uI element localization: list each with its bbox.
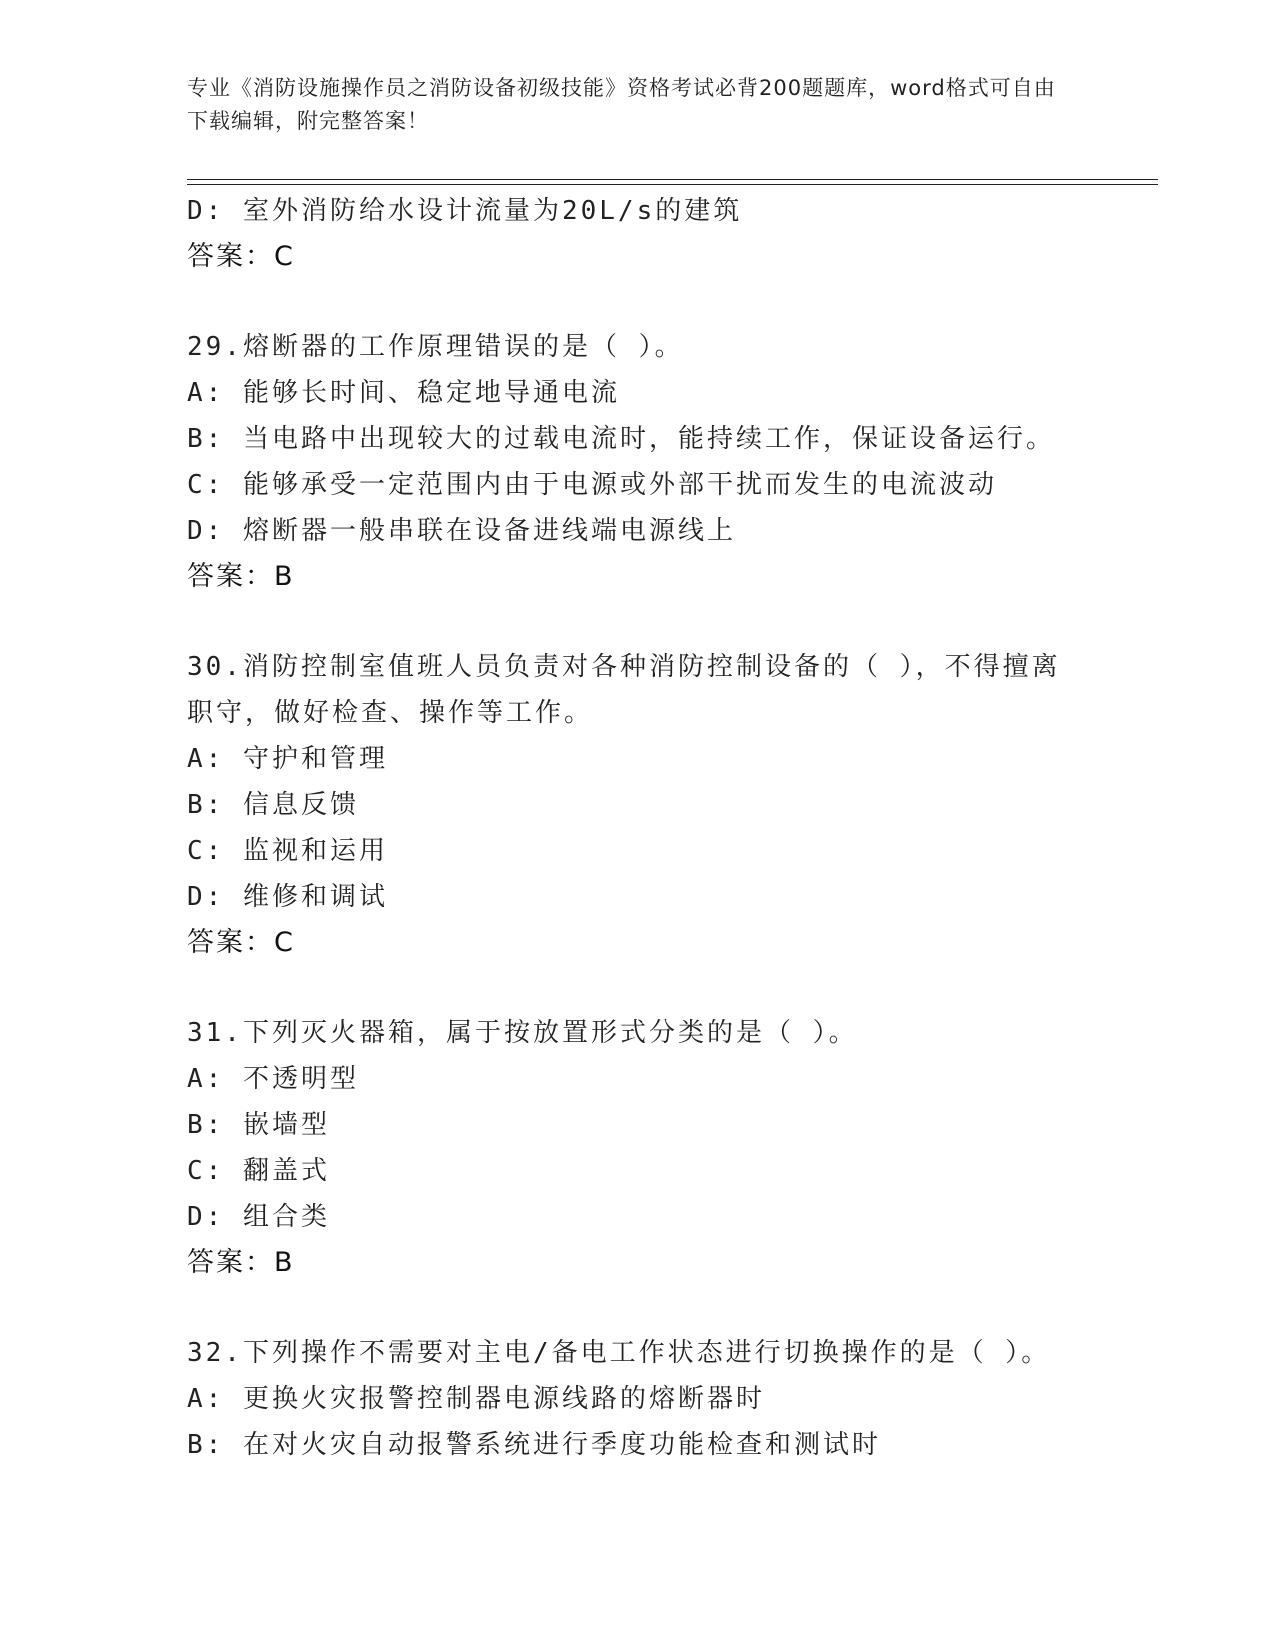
option-b: B: 嵌墙型 [187,1110,330,1140]
option-b: B: 信息反馈 [187,790,359,820]
question-stem: 29.熔断器的工作原理错误的是（ ）。 [187,332,684,362]
option-a: A: 能够长时间、稳定地导通电流 [187,378,620,408]
header-divider-top [187,179,1158,180]
spacer [187,280,1087,324]
question-stem-line-1: 30.消防控制室值班人员负责对各种消防控制设备的（ ），不得擅离 [187,652,1061,682]
answer-line: 答案：B [187,1247,295,1278]
spacer [187,600,1087,644]
option-c: C: 能够承受一定范围内由于电源或外部干扰而发生的电流波动 [187,470,997,500]
question-32 [187,1330,1087,1468]
header-divider-bottom [187,184,1158,185]
answer-line: 答案：C [187,241,295,272]
answer-line: 答案：B [187,561,295,592]
option-d: D: 组合类 [187,1202,330,1232]
question-stem: 31.下列灭火器箱，属于按放置形式分类的是（ ）。 [187,1018,858,1048]
option-b: B: 在对火灾自动报警系统进行季度功能检查和测试时 [187,1430,881,1460]
question-29 [187,324,1087,600]
document-header: 专业《消防设施操作员之消防设备初级技能》资格考试必背200题题库，word格式可自由下载编辑，附完整答案！ [187,76,1056,133]
question-stem: 32.下列操作不需要对主电/备电工作状态进行切换操作的是（ ）。 [187,1338,1051,1368]
option-a: A: 守护和管理 [187,744,388,774]
question-stem-line-2: 职守，做好检查、操作等工作。 [187,698,594,728]
option-c: C: 监视和运用 [187,836,388,866]
question-31 [187,1010,1087,1286]
option-d: D: 维修和调试 [187,882,388,912]
answer-line: 答案：C [187,927,295,958]
option-a: A: 更换火灾报警控制器电源线路的熔断器时 [187,1384,765,1414]
question-content [187,188,1087,1468]
option-c: C: 翻盖式 [187,1156,330,1186]
option-d: D: 熔断器一般串联在设备进线端电源线上 [187,516,736,546]
option-b: B: 当电路中出现较大的过载电流时，能持续工作，保证设备运行。 [187,424,1055,454]
spacer [187,966,1087,1010]
option-d: D: 室外消防给水设计流量为20L/s的建筑 [187,196,743,226]
option-a: A: 不透明型 [187,1064,359,1094]
spacer [187,1286,1087,1330]
question-30 [187,644,1087,966]
